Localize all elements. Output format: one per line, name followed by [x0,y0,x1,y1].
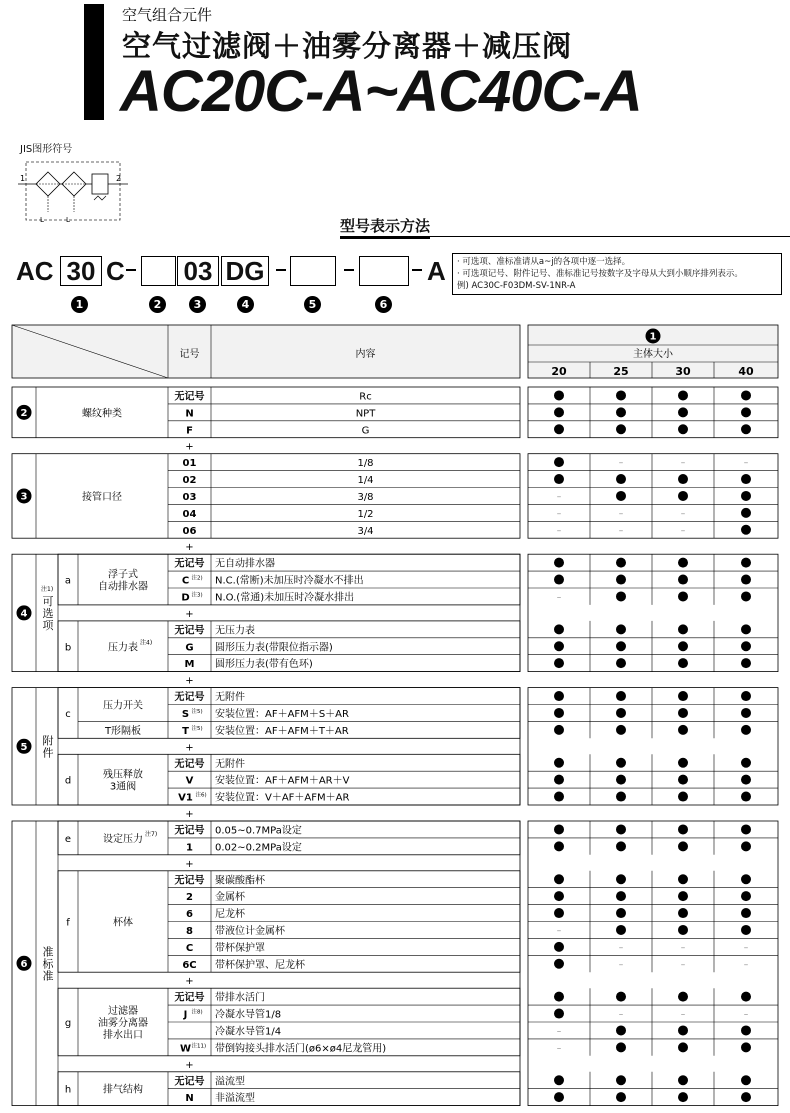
row-content: 带杯保护罩 [215,942,265,954]
availability-dot [616,390,626,400]
availability-dot [741,1075,751,1085]
model-box-option: DG [221,256,269,286]
row-code: 8 [186,925,193,937]
availability-none: – [556,1043,562,1054]
availability-none: – [556,592,562,603]
availability-dot [741,641,751,651]
availability-dot [554,691,564,701]
availability-dot [741,691,751,701]
row-content: 圆形压力表(带限位指示器) [215,642,333,654]
note-line: 例) AC30C-F03DM-SV-1NR-A [457,281,576,291]
row-content: 带杯保护罩、尼龙杯 [215,959,305,971]
availability-dot [616,708,626,718]
row-code: 无记号 [174,825,205,837]
availability-dot [741,525,751,535]
option-group-box [12,688,520,805]
group-number: 3 [20,491,28,503]
header-size-20: 20 [551,365,567,378]
availability-dot [741,908,751,918]
sub-letter: g [64,1018,72,1029]
availability-none: – [556,525,562,536]
table-header-left [12,325,520,378]
row-content: 3/8 [357,491,374,503]
row-code: 1 [186,842,193,854]
availability-dot [554,407,564,417]
sub-label-note: 注4) [140,639,153,647]
row-content: 无自动排水器 [215,558,275,570]
group-title: 可选项 [42,594,54,632]
row-content: 无附件 [215,692,245,704]
row-code: G [185,642,194,654]
availability-none: – [618,525,624,536]
availability-dot [741,1092,751,1102]
availability-dot [741,1025,751,1035]
availability-dot [554,725,564,735]
availability-dot [678,1075,688,1085]
row-code: 02 [182,475,197,487]
page-subtitle: 空气组合元件 [122,6,213,24]
availability-dot [678,1025,688,1035]
sub-label: 压力表 [108,642,138,654]
row-code-note: 注5) [191,725,203,732]
group-note: 注1) [41,585,54,593]
availability-dot [741,575,751,585]
sub-label: 浮子式自动排水器 [98,569,148,593]
row-content: 无压力表 [215,625,255,637]
row-code: 无记号 [174,391,205,403]
availability-dot [554,824,564,834]
row-code: 01 [182,458,197,470]
availability-dot [554,775,564,785]
row-code: 无记号 [174,558,205,570]
availability-dot [616,691,626,701]
availability-dot [678,874,688,884]
row-content: 带倒钩接头排水活门(ø6×ø4尼龙管用) [215,1043,387,1055]
availability-dot [678,792,688,802]
model-number-5: 5 [304,296,321,313]
plus-sign: + [185,608,194,620]
availability-dot [741,725,751,735]
sub-label-2: T形隔板 [104,725,142,737]
availability-dot [678,558,688,568]
row-code: 04 [182,508,197,520]
availability-none: – [743,458,749,469]
availability-none: – [556,925,562,936]
availability-none: – [680,458,686,469]
row-content: 冷凝水导管1/4 [215,1026,282,1038]
availability-dot [554,575,564,585]
availability-dot [554,841,564,851]
availability-dot [554,558,564,568]
availability-none: – [556,508,562,519]
row-content: 1/2 [357,508,374,520]
header-size-30: 30 [675,365,691,378]
availability-dot [678,758,688,768]
availability-dot [741,491,751,501]
availability-dot [616,658,626,668]
availability-dot [741,708,751,718]
availability-dot [678,424,688,434]
availability-dot [554,792,564,802]
model-c: C [106,256,125,286]
header-content: 内容 [355,349,376,360]
jis-drain-1: L [40,216,44,224]
availability-dot [678,407,688,417]
model-number-1: 1 [71,296,88,313]
model-number-4: 4 [237,296,254,313]
row-content: 溢流型 [215,1076,245,1088]
row-code-note: 注5) [191,708,203,715]
availability-dot [616,491,626,501]
availability-dot [741,558,751,568]
row-code: C [185,942,194,954]
availability-none: – [680,1009,686,1020]
availability-dot [741,591,751,601]
row-content: 3/4 [357,525,374,537]
availability-group-box [528,454,778,539]
availability-dot [616,575,626,585]
row-code: 2 [186,892,193,904]
row-code: T [182,725,189,737]
plus-sign: + [185,742,194,754]
availability-none: – [743,942,749,953]
availability-dot [616,424,626,434]
availability-dot [741,925,751,935]
availability-dot [616,725,626,735]
availability-dot [616,1042,626,1052]
availability-dot [678,891,688,901]
row-code: D [181,592,190,604]
availability-dot [741,891,751,901]
availability-none: – [618,508,624,519]
group-number: 6 [20,958,28,970]
sub-letter: h [64,1084,72,1096]
availability-dot [616,992,626,1002]
row-content: 聚碳酸酯杯 [215,875,265,887]
availability-dot [678,491,688,501]
availability-dot [554,874,564,884]
availability-dot [678,925,688,935]
availability-dot [741,658,751,668]
row-code: C [181,575,190,587]
sub-label: 排气结构 [103,1084,143,1096]
row-code: 06 [182,525,197,537]
availability-dot [741,841,751,851]
row-code: N [185,408,194,420]
model-number-3: 3 [189,296,206,313]
row-code: 无记号 [174,758,205,770]
availability-dot [678,658,688,668]
availability-dot [741,390,751,400]
row-code: 6C [182,959,197,971]
availability-dot [554,457,564,467]
availability-dot [554,992,564,1002]
header-code: 记号 [179,349,200,360]
group-number: 5 [20,741,28,753]
row-content: 冷凝水导管1/8 [215,1009,282,1021]
availability-dot [616,641,626,651]
plus-sign: + [185,1059,194,1071]
row-code: S [181,708,190,720]
availability-dot [678,775,688,785]
row-content: G [361,425,370,437]
page-title: 空气过滤阀＋油雾分离器＋减压阀 [122,29,573,63]
availability-dot [554,390,564,400]
jis-port-2: 2 [116,174,122,183]
jis-drain-2: L [66,216,70,224]
availability-none: – [680,942,686,953]
model-box-port: 03 [177,256,219,286]
availability-dot [741,992,751,1002]
row-code-note: 注6) [195,792,207,799]
availability-dot [741,424,751,434]
option-group-box [12,554,520,671]
model-suffix: A [427,256,446,286]
availability-dot [616,1075,626,1085]
row-content: 安装位置：V＋AF＋AFM＋AR [215,792,350,804]
row-content: 圆形压力表(带有色环) [215,659,313,671]
row-content: N.O.(常通)未加压时冷凝水排出 [215,592,355,604]
group-title: 螺纹种类 [82,408,122,420]
availability-dot [616,558,626,568]
row-code-note: 注8) [191,1009,203,1016]
availability-dot [741,407,751,417]
availability-dot [616,925,626,935]
sub-letter: a [64,575,72,587]
row-content: 1/8 [357,458,374,470]
availability-dot [678,992,688,1002]
availability-dot [741,874,751,884]
group-title: 接管口径 [82,491,122,503]
availability-dot [616,775,626,785]
availability-dot [554,1075,564,1085]
row-content: 安装位置：AF＋AFM＋T＋AR [215,725,349,737]
row-content: N.C.(常断)未加压时冷凝水不排出 [215,575,364,587]
availability-dot [616,841,626,851]
availability-dot [554,1009,564,1019]
availability-dot [616,874,626,884]
group-number: 4 [20,608,28,620]
row-code: 03 [182,491,197,503]
availability-dot [678,824,688,834]
row-content: 带排水活门 [215,992,265,1004]
availability-dot [616,891,626,901]
availability-dot [741,474,751,484]
model-box-size: 30 [60,256,102,286]
note-line: · 可选项记号、附件记号、准标准记号按数字及字母从大到小顺序排列表示。 [457,269,743,279]
availability-group-box [528,554,778,671]
availability-dot [554,942,564,952]
row-content: 金属杯 [215,892,245,904]
availability-dot [678,591,688,601]
row-code-note: 注3) [191,592,203,599]
model-series-title: AC20C-A~AC40C-A [120,59,642,124]
availability-dot [678,725,688,735]
group-number: 1 [649,331,657,343]
sub-label: 过滤器油雾分离器排水出口 [98,1006,148,1041]
row-content: 安装位置：AF＋AFM＋AR＋V [215,775,350,787]
availability-dot [741,624,751,634]
row-code: 无记号 [174,992,205,1004]
availability-none: – [743,1009,749,1020]
row-code-note: 注11) [191,1043,207,1050]
availability-dot [554,641,564,651]
availability-dot [554,624,564,634]
row-code: J [183,1009,188,1021]
row-content: 1/4 [357,475,374,487]
availability-dot [678,1092,688,1102]
row-content: NPT [355,408,376,420]
header-size-40: 40 [738,365,754,378]
availability-dot [678,841,688,851]
row-content: Rc [359,391,372,403]
availability-none: – [680,959,686,970]
availability-dot [678,390,688,400]
row-code-note: 注2) [191,575,203,582]
plus-sign: + [185,858,194,870]
availability-dot [616,624,626,634]
availability-dot [554,908,564,918]
row-code: 无记号 [174,625,205,637]
row-code: 无记号 [174,1076,205,1088]
sub-label: 设定压力 [103,833,143,845]
row-content: 带液位计金属杯 [215,925,285,937]
availability-dot [678,575,688,585]
availability-dot [678,908,688,918]
header-body-size: 主体大小 [633,349,673,360]
availability-dot [616,591,626,601]
row-code: 6 [186,909,193,921]
availability-dot [554,424,564,434]
row-content: 尼龙杯 [215,909,245,921]
availability-dot [616,792,626,802]
availability-dot [554,758,564,768]
availability-dot [554,1092,564,1102]
group-title: 附件 [42,734,54,760]
availability-dot [616,474,626,484]
row-code: 无记号 [174,875,205,887]
availability-none: – [680,525,686,536]
availability-dot [678,691,688,701]
sub-letter: b [64,642,72,654]
availability-dot [616,1025,626,1035]
row-code: V [185,775,194,787]
row-content: 无附件 [215,758,245,770]
availability-dot [741,792,751,802]
availability-group-box [528,387,778,438]
row-content: 安装位置：AF＋AFM＋S＋AR [215,708,349,720]
availability-dot [616,908,626,918]
availability-dot [554,474,564,484]
plus-sign: + [185,675,194,687]
availability-dot [741,775,751,785]
availability-group-box [528,688,778,805]
sub-letter: c [65,708,71,720]
header-size-25: 25 [613,365,629,378]
availability-dot [554,891,564,901]
sub-letter: e [64,833,72,845]
row-code: M [184,659,195,671]
availability-none: – [556,491,562,502]
plus-sign: + [185,441,194,453]
availability-dot [678,624,688,634]
plus-sign: + [185,976,194,988]
availability-dot [616,824,626,834]
availability-group-box [528,821,778,1106]
availability-dot [678,641,688,651]
availability-dot [741,1042,751,1052]
sub-label: 残压释放 3通阀 [103,769,143,793]
plus-sign: + [185,809,194,820]
availability-dot [678,474,688,484]
row-code: F [186,425,193,437]
availability-dot [554,959,564,969]
model-prefix: AC [16,256,54,286]
availability-dot [616,407,626,417]
availability-none: – [680,508,686,519]
jis-port-1: 1 [20,174,26,183]
group-title: 准标准 [42,945,54,983]
row-code: W [179,1043,192,1055]
availability-dot [678,1042,688,1052]
plus-sign: + [185,542,194,554]
row-code: N [185,1093,194,1105]
row-content: 0.05~0.7MPa设定 [215,825,302,837]
sub-label-note: 注7) [145,830,158,838]
availability-dot [741,508,751,518]
section-heading: 型号表示方法 [340,215,430,239]
sub-label: 压力开关 [103,700,143,712]
availability-dot [554,708,564,718]
availability-none: – [618,1009,624,1020]
availability-dot [741,758,751,768]
sub-letter: d [64,775,72,787]
availability-none: – [743,959,749,970]
model-number-6: 6 [375,296,392,313]
availability-dot [616,758,626,768]
availability-dot [678,708,688,718]
sub-label: 杯体 [113,917,133,929]
row-code: V1 [178,792,193,804]
note-line: · 可选项、准标准请从a~j的各项中逐一选择。 [457,257,631,267]
row-content: 非溢流型 [215,1093,255,1105]
group-number: 2 [20,407,28,419]
availability-dot [616,1092,626,1102]
availability-none: – [618,458,624,469]
model-number-2: 2 [149,296,166,313]
sub-letter: f [66,917,70,929]
row-content: 0.02~0.2MPa设定 [215,842,302,854]
availability-dot [554,658,564,668]
row-code: 无记号 [174,692,205,704]
availability-dot [741,824,751,834]
availability-none: – [556,1026,562,1037]
availability-none: – [618,942,624,953]
jis-symbol-label: JIS图形符号 [20,144,73,155]
availability-none: – [618,959,624,970]
